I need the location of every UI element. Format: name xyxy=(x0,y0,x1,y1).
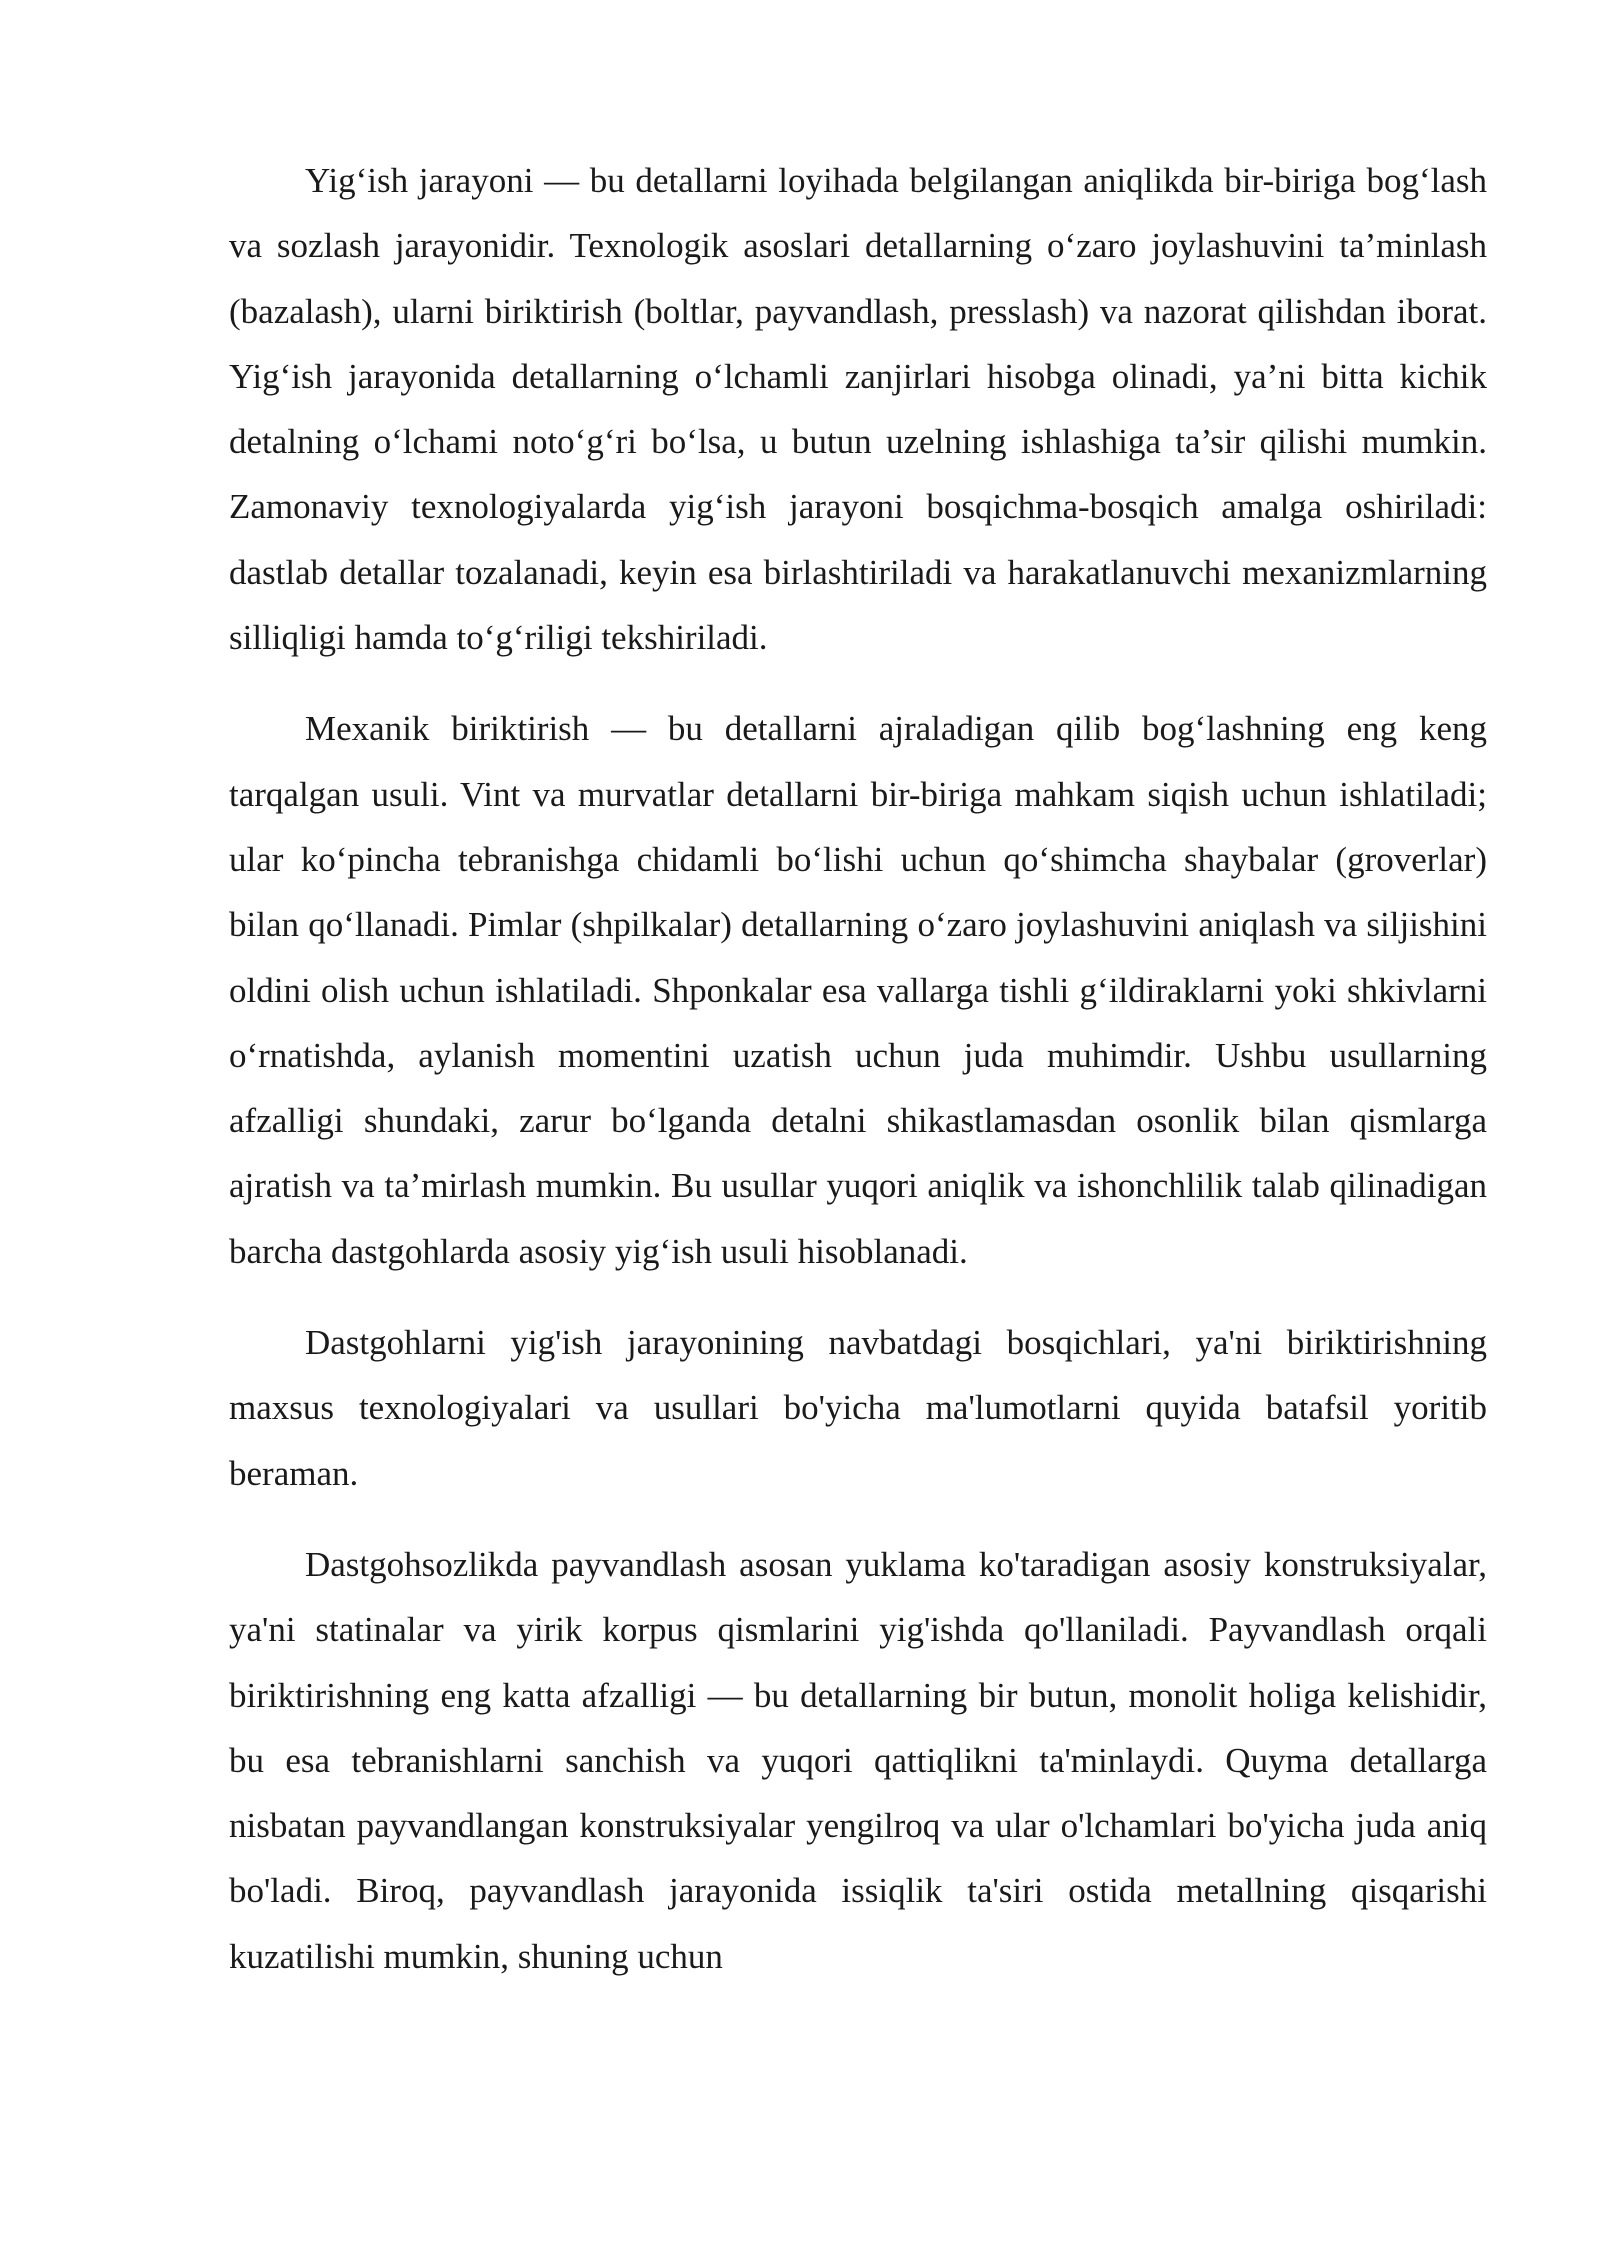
paragraph-mechanical-joining: Mexanik biriktirish — bu detallarni ajraladigan qilib bog‘lashning eng keng tarqalgan usuli. Vint va murvatlar detallarni bir-biriga mahkam siqish uchun ishlatiladi; ular ko‘pincha tebranishga chidamli bo‘lishi uchun qo‘shimcha shaybalar (groverlar) bilan qo‘llanadi. Pimlar (shpilkalar) detallarning o‘zaro joylashuvini aniqlash va siljishini oldini olish uchun ishlatiladi. Shponkalar esa vallarga tishli g‘ildiraklarni yoki shkivlarni o‘rnatishda, aylanish momentini uzatish uchun juda muhimdir. Ushbu usullarning afzalligi shundaki, zarur bo‘lganda detalni shikastlamasdan osonlik bilan qismlarga ajratish va ta’mirlash mumkin. Bu usullar yuqori aniqlik va ishonchlilik talab qilinadigan barcha dastgohlarda asosiy yig‘ish usuli hisoblanadi. xyxy=(229,709,1487,1271)
document-page xyxy=(229,148,1487,2015)
paragraph-assembly-process: Yig‘ish jarayoni — bu detallarni loyihada belgilangan aniqlikda bir-biriga bog‘lash va sozlash jarayonidir. Texnologik asoslari detallarning o‘zaro joylashuvini ta’minlash (bazalash), ularni biriktirish (boltlar, payvandlash, presslash) va nazorat qilishdan iborat. Yig‘ish jarayonida detallarning o‘lchamli zanjirlari hisobga olinadi, ya’ni bitta kichik detalning o‘lchami noto‘g‘ri bo‘lsa, u butun uzelning ishlashiga ta’sir qilishi mumkin. Zamonaviy texnologiyalarda yig‘ish jarayoni bosqichma-bosqich amalga oshiriladi: dastlab detallar tozalanadi, keyin esa birlashtiriladi va harakatlanuvchi mexanizmlarning silliqligi hamda to‘g‘riligi tekshiriladi. xyxy=(229,161,1487,658)
paragraph-next-stages: Dastgohlarni yig'ish jarayonining navbatdagi bosqichlari, ya'ni biriktirishning maxsus texnologiyalari va usullari bo'yicha ma'lumotlarni quyida batafsil yoritib beraman. xyxy=(229,1323,1487,1493)
paragraph-welding: Dastgohsozlikda payvandlash asosan yuklama ko'taradigan asosiy konstruksiyalar, ya'ni statinalar va yirik korpus qismlarini yig'ishda qo'llaniladi. Payvandlash orqali biriktirishning eng katta afzalligi — bu detallarning bir butun, monolit holiga kelishidir, bu esa tebranishlarni sanchish va yuqori qattiqlikni ta'minlaydi. Quyma detallarga nisbatan payvandlangan konstruksiyalar yengilroq va ular o'lchamlari bo'yicha juda aniq bo'ladi. Biroq, payvandlash jarayonida issiqlik ta'siri ostida metallning qisqarishi kuzatilishi mumkin, shuning uchun xyxy=(229,1544,1487,1976)
